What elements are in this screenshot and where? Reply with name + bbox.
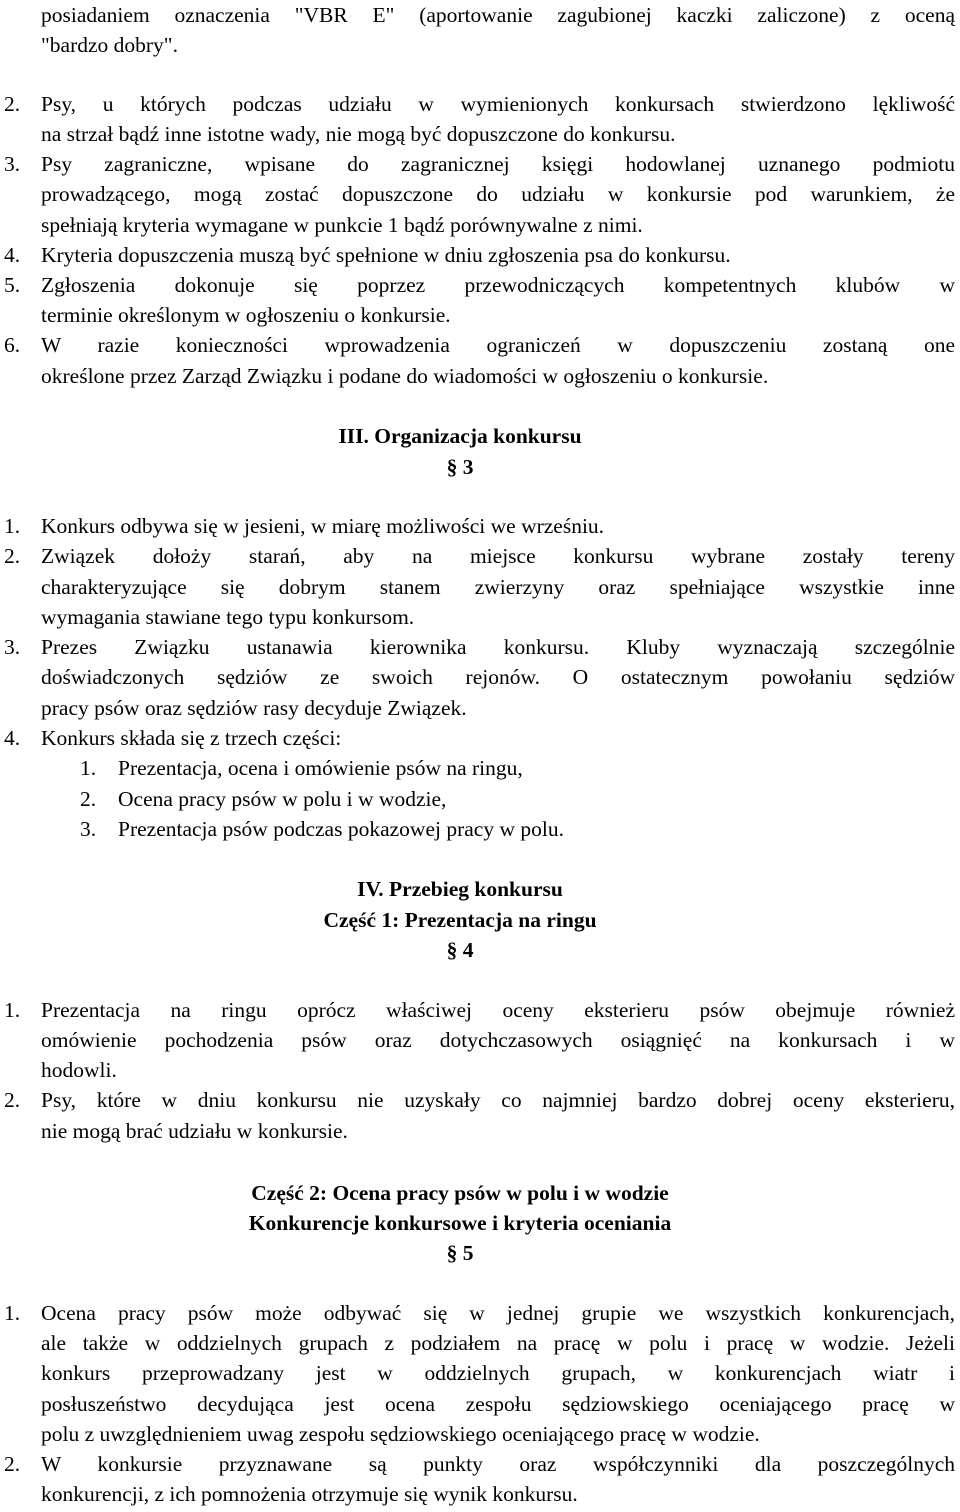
text-line: Konkurs odbywa się w jesieni, w miarę możliwości we wrześniu. xyxy=(41,514,605,538)
text-line: posłuszeństwo decydująca jest ocena zespołu sędziowskiego oceniającego pracę w xyxy=(41,1392,955,1416)
sublist-text: Prezentacja, ocena i omówienie psów na ringu, xyxy=(118,756,523,780)
text-line: nie mogą brać udziału w konkursie. xyxy=(41,1119,348,1143)
section-heading: III. Organizacja konkursu xyxy=(338,424,582,448)
text-line: określone przez Zarząd Związku i podane do wiadomości w ogłoszeniu o konkursie. xyxy=(41,364,769,388)
text-line: Ocena pracy psów może odbywać się w jednej grupie we wszystkich konkurencjach, xyxy=(41,1301,955,1325)
text-line: Psy, które w dniu konkursu nie uzyskały co najmniej bardzo dobrej oceny eksterieru, xyxy=(41,1088,955,1112)
text-line: konkurencji, z ich pomnożenia otrzymuje się wynik konkursu. xyxy=(41,1482,578,1506)
text-line: prowadzącego, mogą zostać dopuszczone do udziału w konkursie pod warunkiem, że xyxy=(41,182,955,206)
sublist-text: Ocena pracy psów w polu i w wodzie, xyxy=(118,787,447,811)
list-number: 6. xyxy=(4,333,21,357)
text-line: W razie konieczności wprowadzenia ograniczeń w dopuszczeniu zostaną one xyxy=(41,333,955,357)
sublist-number: 3. xyxy=(80,817,97,841)
text-line: posiadaniem oznaczenia "VBR E" (aportowanie zagubionej kaczki zaliczone) z oceną xyxy=(41,3,955,27)
list-number: 1. xyxy=(4,1301,21,1325)
text-line: pracy psów oraz sędziów rasy decyduje Związek. xyxy=(41,696,467,720)
text-line: wymagania stawiane tego typu konkursom. xyxy=(41,605,415,629)
text-line: Psy, u których podczas udziału w wymienionych konkursach stwierdzono lękliwość xyxy=(41,92,955,116)
text-line: omówienie pochodzenia psów oraz dotychczasowych osiągnięć na konkursach i w xyxy=(41,1028,955,1052)
paragraph-number: § 3 xyxy=(446,455,474,479)
list-number: 2. xyxy=(4,1088,21,1112)
text-line: "bardzo dobry". xyxy=(41,33,178,57)
text-line: charakteryzujące się dobrym stanem zwierzyny oraz spełniające wszystkie inne xyxy=(41,575,955,599)
text-line: na strzał bądź inne istotne wady, nie mogą być dopuszczone do konkursu. xyxy=(41,122,676,146)
text-line: Prezes Związku ustanawia kierownika konkursu. Kluby wyznaczają szczególnie xyxy=(41,635,955,659)
part-heading: Część 1: Prezentacja na ringu xyxy=(323,908,597,932)
list-number: 1. xyxy=(4,998,21,1022)
text-line: Psy zagraniczne, wpisane do zagranicznej księgi hodowlanej uznanego podmiotu xyxy=(41,152,955,176)
list-number: 3. xyxy=(4,635,21,659)
list-number: 2. xyxy=(4,544,21,568)
sublist-number: 2. xyxy=(80,787,97,811)
section-heading: IV. Przebieg konkursu xyxy=(357,877,563,901)
part-subheading: Konkurencje konkursowe i kryteria oceniania xyxy=(248,1211,672,1235)
text-line: konkurs przeprowadzany jest w oddzielnych grupach, w konkurencjach wiatr i xyxy=(41,1361,955,1385)
text-line: spełniają kryteria wymagane w punkcie 1 bądź porównywalne z nimi. xyxy=(41,213,643,237)
part-heading: Część 2: Ocena pracy psów w polu i w wodzie xyxy=(251,1181,669,1205)
sublist-text: Prezentacja psów podczas pokazowej pracy w polu. xyxy=(118,817,564,841)
list-number: 2. xyxy=(4,92,21,116)
text-line: hodowli. xyxy=(41,1058,117,1082)
text-line: polu z uwzględnieniem uwag zespołu sędziowskiego oceniającego pracę w wodzie. xyxy=(41,1422,760,1446)
text-line: Zgłoszenia dokonuje się poprzez przewodniczących kompetentnych klubów w xyxy=(41,273,955,297)
text-line: Związek dołoży starań, aby na miejsce konkursu wybrane zostały tereny xyxy=(41,544,955,568)
text-line: terminie określonym w ogłoszeniu o konkursie. xyxy=(41,303,451,327)
list-number: 2. xyxy=(4,1452,21,1476)
text-line: W konkursie przyznawane są punkty oraz współczynniki dla poszczególnych xyxy=(41,1452,955,1476)
list-number: 1. xyxy=(4,514,21,538)
text-line: Kryteria dopuszczenia muszą być spełnione w dniu zgłoszenia psa do konkursu. xyxy=(41,243,731,267)
list-number: 4. xyxy=(4,726,21,750)
list-number: 5. xyxy=(4,273,21,297)
paragraph-number: § 4 xyxy=(446,938,474,962)
list-number: 3. xyxy=(4,152,21,176)
text-line: doświadczonych sędziów ze swoich rejonów. O ostatecznym powołaniu sędziów xyxy=(41,665,955,689)
paragraph-number: § 5 xyxy=(446,1241,474,1265)
text-line: Konkurs składa się z trzech części: xyxy=(41,726,342,750)
list-number: 4. xyxy=(4,243,21,267)
text-line: Prezentacja na ringu oprócz właściwej oceny eksterieru psów obejmuje również xyxy=(41,998,955,1022)
text-line: ale także w oddzielnych grupach z podziałem na pracę w polu i pracę w wodzie. Jeżeli xyxy=(41,1331,955,1355)
sublist-number: 1. xyxy=(80,756,97,780)
